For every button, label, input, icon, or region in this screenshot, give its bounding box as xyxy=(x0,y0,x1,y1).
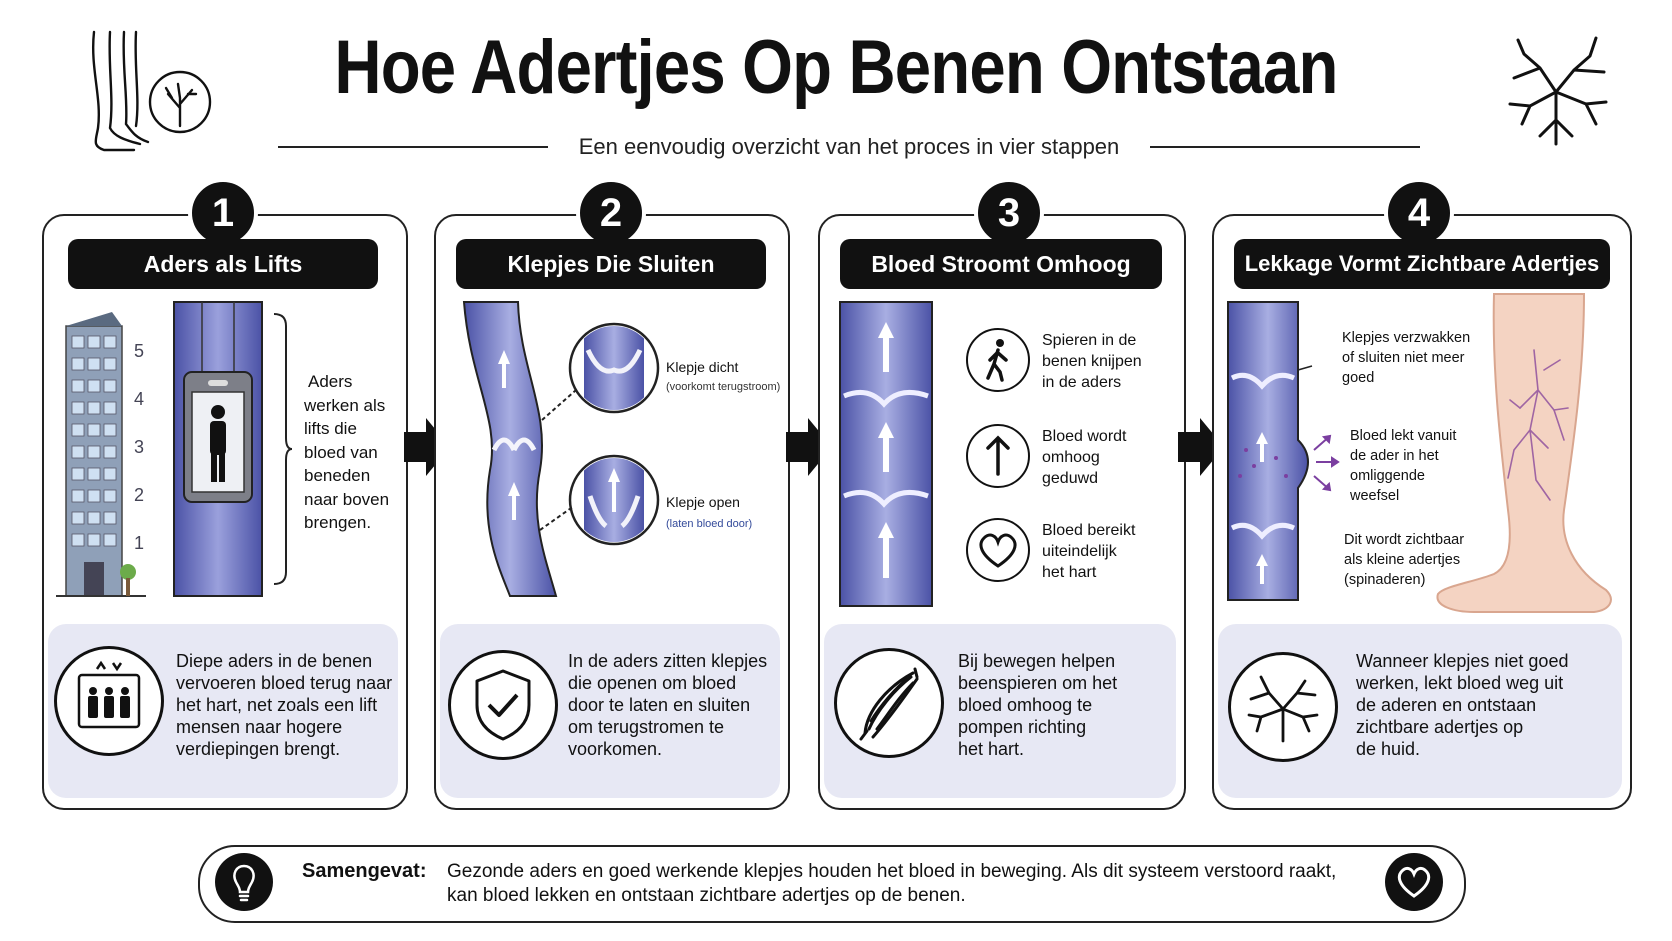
leak-line: omliggende xyxy=(1350,468,1425,484)
elevator-text xyxy=(304,370,394,535)
summary-line: Bij bewegen helpen xyxy=(958,651,1116,671)
leak-line: als kleine adertjes xyxy=(1344,552,1461,568)
step-3-summary xyxy=(958,650,1168,760)
spider-vein-icon xyxy=(1228,652,1338,762)
elevator-text-line: naar boven xyxy=(304,489,390,509)
leaking-vein-illustration xyxy=(1226,300,1356,602)
step-title-4: Lekkage Vormt Zichtbare Adertjes xyxy=(1234,239,1610,289)
flow-text-1 xyxy=(1042,330,1142,393)
leak-line: Dit wordt zichtbaar xyxy=(1344,532,1465,548)
floor-4: 4 xyxy=(134,389,145,409)
summary-line: Diepe aders in de benen xyxy=(176,651,373,671)
summary-line: vervoeren bloed terug naar xyxy=(176,673,393,693)
leak-line: (spinaderen) xyxy=(1344,572,1426,588)
summary-line: het hart, net zoals een lift xyxy=(176,695,378,715)
walking-person-icon xyxy=(966,328,1030,392)
valve-closed-note: (voorkomt terugstroom) xyxy=(666,381,781,393)
divider-left xyxy=(278,146,548,148)
summary-line: zichtbare adertjes op xyxy=(1356,717,1524,737)
flow-line: Spieren in de xyxy=(1042,332,1137,349)
page-title: Hoe Adertjes Op Benen Ontstaan xyxy=(334,25,1338,110)
leak-line: de ader in het xyxy=(1350,448,1439,464)
heart-icon xyxy=(1384,852,1444,912)
step-number-4: 4 xyxy=(1384,178,1454,248)
summary-line: om terugstromen te xyxy=(568,717,725,737)
elevator-text-line: werken als xyxy=(304,395,386,415)
step-title-2: Klepjes Die Sluiten xyxy=(456,239,766,289)
elevator-vein-illustration xyxy=(172,300,264,598)
spider-vein-icon xyxy=(1500,32,1616,152)
summary-line: werken, lekt bloed weg uit xyxy=(1356,673,1564,693)
floor-3: 3 xyxy=(134,437,145,457)
flow-text-2 xyxy=(1042,426,1127,489)
leak-line: goed xyxy=(1342,370,1375,386)
valve-open-label: Klepje open xyxy=(666,494,740,510)
summary-line: de aderen en ontstaan xyxy=(1356,695,1537,715)
heart-icon xyxy=(966,518,1030,582)
elevator-text-line: brengen. xyxy=(304,513,372,532)
leak-line: weefsel xyxy=(1350,488,1400,504)
summary-line: die openen om bloed xyxy=(568,673,737,693)
divider-right xyxy=(1150,146,1420,148)
summary-line: In de aders zitten klepjes xyxy=(568,651,768,671)
lightbulb-icon xyxy=(214,852,274,912)
building-illustration xyxy=(56,312,146,602)
page-subtitle: Een eenvoudig overzicht van het proces in vier stappen xyxy=(578,134,1120,159)
step-4-summary xyxy=(1356,650,1596,760)
step-number-1: 1 xyxy=(188,178,258,248)
muscle-icon xyxy=(834,648,944,758)
flow-line: in de aders xyxy=(1042,374,1122,391)
elevator-text-line: beneden xyxy=(304,466,371,485)
step-title-1: Aders als Lifts xyxy=(68,239,378,289)
step-2-summary xyxy=(568,650,778,760)
vein-valves-illustration xyxy=(460,300,780,600)
valve-open-note: (laten bloed door) xyxy=(666,518,753,530)
floor-5: 5 xyxy=(134,341,145,361)
summary-text xyxy=(447,860,1367,908)
step-number-3: 3 xyxy=(974,178,1044,248)
flow-line: geduwd xyxy=(1042,470,1099,487)
step-1-summary xyxy=(176,650,396,760)
summary-line: beenspieren om het xyxy=(958,673,1118,693)
floor-1: 1 xyxy=(134,533,145,553)
summary-line: het hart. xyxy=(958,739,1025,759)
summary-line: mensen naar hogere xyxy=(176,717,343,737)
flow-text-3 xyxy=(1042,520,1135,583)
flow-line: Bloed bereikt xyxy=(1042,522,1136,539)
leak-line: Bloed lekt vanuit xyxy=(1350,428,1457,444)
summary-label: Samengevat: xyxy=(302,860,427,882)
arrow-up-icon xyxy=(966,424,1030,488)
summary-line: voorkomen. xyxy=(568,739,663,759)
flow-line: omhoog xyxy=(1042,449,1100,466)
shield-check-icon xyxy=(448,650,558,760)
elevator-people-icon xyxy=(54,646,164,756)
summary-text-line: kan bloed lekken en ontstaan zichtbare adertjes op de benen. xyxy=(447,885,966,906)
upward-flow-illustration xyxy=(838,300,934,610)
flow-line: uiteindelijk xyxy=(1042,543,1117,560)
elevator-text-line: bloed van xyxy=(304,442,378,462)
step-number-2: 2 xyxy=(576,178,646,248)
summary-line: de huid. xyxy=(1356,739,1421,759)
summary-line: door te laten en sluiten xyxy=(568,695,751,715)
leak-line: Klepjes verzwakken xyxy=(1342,330,1471,346)
step-title-3: Bloed Stroomt Omhoog xyxy=(840,239,1162,289)
elevator-text-line: lifts die xyxy=(304,419,357,438)
summary-line: verdiepingen brengt. xyxy=(176,739,341,759)
valve-closed-label: Klepje dicht xyxy=(666,359,739,375)
flow-line: Bloed wordt xyxy=(1042,428,1127,445)
flow-line: het hart xyxy=(1042,564,1097,581)
bracket xyxy=(272,312,292,586)
floor-2: 2 xyxy=(134,485,145,505)
summary-line: pompen richting xyxy=(958,717,1087,737)
summary-line: bloed omhoog te xyxy=(958,695,1093,715)
flow-line: benen knijpen xyxy=(1042,353,1142,370)
elevator-text-line: Aders xyxy=(308,372,353,391)
summary-line: Wanneer klepjes niet goed xyxy=(1356,651,1569,671)
leg-with-spider-veins xyxy=(1434,290,1620,620)
leak-line: of sluiten niet meer xyxy=(1342,350,1465,366)
summary-text-line: Gezonde aders en goed werkende klepjes houden het bloed in beweging. Als dit systeem verstoord raakt, xyxy=(447,861,1337,882)
